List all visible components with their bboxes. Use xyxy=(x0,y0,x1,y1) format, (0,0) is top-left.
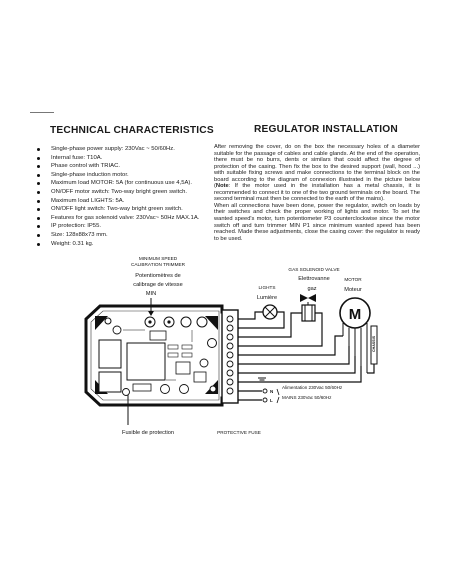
terminal-screw xyxy=(227,352,233,358)
component-ring-icon xyxy=(180,385,189,394)
min-speed-label-en-2: CALIBRATION TRIMMER xyxy=(131,262,185,267)
fuse-label-fr: Fusible de protection xyxy=(122,430,174,436)
terminal-screw xyxy=(227,370,233,376)
chassis-label: CHASSIS xyxy=(372,336,376,352)
motor-symbol: M xyxy=(348,306,362,323)
spec-item: Weight: 0.31 kg. xyxy=(36,240,222,249)
lights-label-en: LIGHTS xyxy=(258,285,276,290)
regulator-installation-title: REGULATOR INSTALLATION xyxy=(254,124,398,135)
mains-bracket xyxy=(277,389,279,395)
terminal-screw xyxy=(227,316,233,322)
mounting-hole xyxy=(105,318,111,324)
terminal-l-label: L xyxy=(270,398,273,403)
spec-item: Maximum load MOTOR: 5A (for continuous use 4,5A). xyxy=(36,179,222,188)
supply-label-en: MAINS 230Vac 50/60Hz xyxy=(282,395,332,400)
installation-text: After removing the cover, do on the box the necessary holes of a diameter suitable for the passage of cables and cable glands. At the end of the operation, there must be no burrs, dents or similars that could affect the degree of protection of the casing. Then fix the box to the desired support (wall, hood ...) with suitable fixing screws and make connections to the terminal block on the board according to the diagram of connexion illustrated in the picture below ( xyxy=(214,144,420,190)
component-ring-icon xyxy=(181,317,191,327)
spec-item: IP protection: IP55. xyxy=(36,222,222,231)
terminal-screw xyxy=(227,343,233,349)
min-label: MIN xyxy=(145,291,157,297)
gas-label: gaz xyxy=(307,286,317,292)
component-ring-icon xyxy=(113,326,121,334)
gas-valve-label-en: GAS SOLENOID VALVE xyxy=(288,267,340,272)
technical-characteristics-title: TECHNICAL CHARACTERISTICS xyxy=(50,125,214,136)
lights-label-fr: Lumière xyxy=(256,295,278,301)
ic-component xyxy=(150,331,166,340)
component-block xyxy=(194,372,206,382)
relay-component xyxy=(99,372,121,392)
spec-item: Size: 128x88x73 mm. xyxy=(36,231,222,240)
resistor-component xyxy=(168,345,178,349)
min-speed-label-fr-2: calibrage de vitesse xyxy=(133,282,183,288)
mains-terminal xyxy=(263,389,267,393)
trimmer-icon xyxy=(148,320,151,323)
installation-paragraph-2: When all connections have been done, power the regulator, switch on loads by their switches and check the proper working of lights and motor. To set the wanted speed's motor, turn potentiometer P3 counterclockwise since the motor switch off and turn trimmer MIN P1 since minimum wanted speed has been reached. Made these adjustments, close the casing cover: the regulator is ready to be used. xyxy=(214,202,420,242)
mains-bracket xyxy=(277,397,279,403)
component-ring-icon xyxy=(123,389,130,396)
installation-text: : If the motor used in the installation has a metal chassis, it is recommended to connect it to one of the two ground terminals on the board. The second terminal must then be connected to the earth of the mains). xyxy=(214,183,420,203)
min-speed-label-fr-1: Potentiomètres de xyxy=(135,273,181,279)
mains-terminal xyxy=(263,398,267,402)
component-ring-icon xyxy=(208,339,217,348)
spec-item: Internal fuse: T10A. xyxy=(36,154,222,163)
motor-label-en: MOTOR xyxy=(344,277,362,282)
spec-item: Maximum load LIGHTS: 5A. xyxy=(36,197,222,206)
terminal-screw xyxy=(227,334,233,340)
relay-component xyxy=(99,340,121,368)
terminal-screw xyxy=(227,379,233,385)
terminal-n-label: N xyxy=(270,389,274,394)
motor-label-fr: Moteur xyxy=(344,287,362,293)
spec-item: ON/OFF light switch: Two-way bright green switch. xyxy=(36,205,222,214)
note-label: Note xyxy=(215,183,229,190)
component-ring-icon xyxy=(197,317,207,327)
spec-item: Single-phase induction motor. xyxy=(36,171,222,180)
spec-item: Features for gas solenoid valve: 230Vac~ 50Hz MAX.1A. xyxy=(36,214,222,223)
solenoid-coil-icon xyxy=(302,305,315,321)
min-speed-label-en-1: MINIMUM SPEED xyxy=(138,256,178,261)
potentiometer-icon xyxy=(167,320,170,323)
valve-icon xyxy=(300,294,316,302)
spec-item: Phase control with TRIAC. xyxy=(36,162,222,171)
resistor-component xyxy=(182,345,192,349)
mounting-hole xyxy=(210,386,216,392)
gas-valve-label-fr: Elettrovanne xyxy=(298,276,330,282)
fuse-label-en: PROTECTIVE FUSE xyxy=(217,430,261,435)
component-ring-icon xyxy=(161,385,170,394)
wire-motor-4 xyxy=(238,366,361,382)
resistor-component xyxy=(133,384,151,391)
wire-chassis xyxy=(367,364,374,373)
spec-item: Single-phase power supply: 230Vac ~ 50/60Hz. xyxy=(36,145,222,154)
wire-lamp-a xyxy=(238,312,263,319)
terminal-screw xyxy=(227,361,233,367)
supply-label-fr: Alimentation 230Vac 50/60Hz xyxy=(282,385,343,390)
terminal-screw xyxy=(227,388,233,394)
terminal-screw xyxy=(227,325,233,331)
transformer-component xyxy=(127,343,165,380)
triac-component xyxy=(176,362,190,374)
spec-item: ON/OFF motor switch: Two-way bright green switch. xyxy=(36,188,222,197)
resistor-component xyxy=(182,353,192,357)
component-ring-icon xyxy=(200,359,208,367)
terminal-screws xyxy=(227,316,233,394)
resistor-component xyxy=(168,353,178,357)
